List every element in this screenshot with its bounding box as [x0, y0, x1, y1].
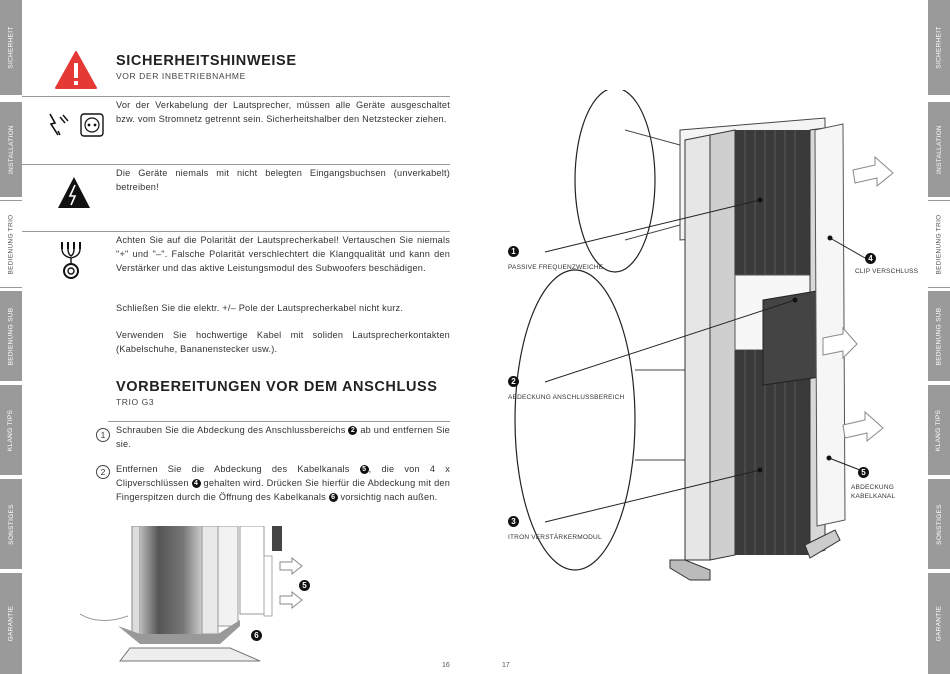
- tab-installation-right[interactable]: INSTALLATION: [928, 102, 950, 197]
- safety-para-4: Schließen Sie die elektr. +/– Pole der Lautsprecherkabel nicht kurz.: [116, 303, 404, 313]
- high-voltage-icon: [56, 175, 92, 211]
- tab-garantie-left[interactable]: GARANTIE: [0, 573, 22, 674]
- tab-klang-tips-left[interactable]: KLANG TIPS: [0, 385, 22, 475]
- callout-badge-2: 2: [508, 376, 519, 387]
- badge-5: 5: [360, 465, 369, 474]
- divider: [22, 96, 450, 97]
- cable-channel-photo: [80, 526, 320, 666]
- prep-title: VORBEREITUNGEN VOR DEM ANSCHLUSS: [116, 379, 438, 395]
- tab-sicherheit-right[interactable]: SICHERHEIT: [928, 0, 950, 95]
- left-chapter-tabs: [0, 0, 22, 674]
- page-number-right: 17: [502, 662, 510, 669]
- callout-badge-5: 5: [858, 467, 869, 478]
- tab-sonstiges-right[interactable]: SONSTIGES: [928, 479, 950, 569]
- safety-para-2: Die Geräte niemals mit nicht belegten Eingangsbuchsen (unverkabelt) betreiben!: [116, 168, 450, 192]
- tab-bedienung-trio-left[interactable]: BEDIENUNG TRIO: [0, 200, 22, 288]
- step-2-text: Entfernen Sie die Abdeckung des Kabelkanals 5 , die von 4 x Clipverschlüssen 4 gehalten wird. Drücken Sie hierfür die Abdeckung mit den Fingerspitzen durch die Öffnung des Kabelkanals 6 vorsichtig nach außen.: [116, 464, 451, 502]
- page-number-left: 16: [442, 662, 450, 669]
- left-page: [22, 0, 475, 674]
- callout-badge-1: 1: [508, 246, 519, 257]
- badge-4: 4: [192, 479, 201, 488]
- speaker-diagram: [505, 90, 895, 590]
- electric-shock-icon: [46, 111, 72, 137]
- divider: [22, 164, 450, 165]
- tab-sicherheit-left[interactable]: SICHERHEIT: [0, 0, 22, 95]
- right-page: [475, 0, 928, 674]
- divider: [22, 231, 450, 232]
- step-1-text: Schrauben Sie die Abdeckung des Anschlussbereichs 2 ab und entfernen Sie sie.: [116, 425, 450, 449]
- tab-bedienung-sub-right[interactable]: BEDIENUNG SUB: [928, 291, 950, 381]
- badge-2: 2: [348, 426, 357, 435]
- tab-sonstiges-left[interactable]: SONSTIGES: [0, 479, 22, 569]
- callout-badge-3: 3: [508, 516, 519, 527]
- safety-para-3: Achten Sie auf die Polarität der Lautsprecherkabel! Vertauschen Sie niemals "+" und "–". Falsche Polarität verschlechtert die Klangqualität und kann den Verstärker und das aktive Leistungsmodul des Subwoofers beschädigen.: [116, 235, 450, 273]
- tab-garantie-right[interactable]: GARANTIE: [928, 573, 950, 674]
- step-number-1: 1: [96, 428, 110, 442]
- callout-label-1: PASSIVE FREQUENZWEICHE: [508, 264, 604, 271]
- tab-klang-tips-right[interactable]: KLANG TIPS: [928, 385, 950, 475]
- divider: [108, 421, 450, 422]
- speaker-cable-icon: [56, 240, 86, 280]
- badge-6: 6: [329, 493, 338, 502]
- prep-subtitle: TRIO G3: [116, 397, 155, 407]
- tab-bedienung-sub-left[interactable]: BEDIENUNG SUB: [0, 291, 22, 381]
- callout-label-5b: KABELKANAL: [851, 493, 896, 500]
- tab-installation-left[interactable]: INSTALLATION: [0, 102, 22, 197]
- callout-label-5a: ABDECKUNG: [851, 484, 894, 491]
- callout-label-2: ABDECKUNG ANSCHLUSSBEREICH: [508, 394, 625, 401]
- power-socket-icon: [80, 113, 104, 137]
- safety-para-1: Vor der Verkabelung der Lautsprecher, müssen alle Geräte ausgeschaltet bzw. vom Stromnetz getrennt sein. Sicherheitshalber den Netzstecker ziehen.: [116, 100, 450, 124]
- warning-triangle-icon: [54, 50, 98, 90]
- callout-label-4: CLIP VERSCHLUSS: [855, 268, 919, 275]
- callout-label-3: ITRON VERSTÄRKERMODUL: [508, 534, 602, 541]
- callout-badge-4: 4: [865, 253, 876, 264]
- step-number-2: 2: [96, 465, 110, 479]
- safety-title: SICHERHEITSHINWEISE: [116, 53, 297, 69]
- tab-bedienung-trio-right[interactable]: BEDIENUNG TRIO: [928, 200, 950, 288]
- right-chapter-tabs: [928, 0, 950, 674]
- safety-subtitle: VOR DER INBETRIEBNAHME: [116, 71, 246, 81]
- photo-badge-6: 6: [251, 630, 262, 641]
- safety-para-5: Verwenden Sie hochwertige Kabel mit soliden Lautsprecherkontakten (Kabelschuhe, Bananenstecker usw.).: [116, 330, 450, 354]
- photo-badge-5: 5: [299, 580, 310, 591]
